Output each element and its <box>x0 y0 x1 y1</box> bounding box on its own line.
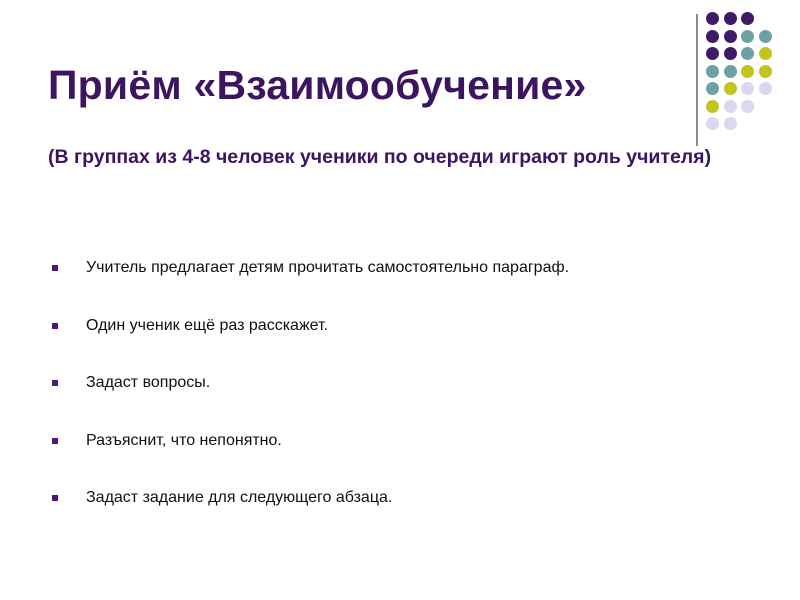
decorative-dot <box>706 117 719 130</box>
bullet-text: Разъяснит, что непонятно. <box>86 431 282 449</box>
decorative-dot <box>741 12 754 25</box>
decorative-dot <box>759 82 772 95</box>
decorative-dot <box>724 117 737 130</box>
decorative-dot <box>741 65 754 78</box>
bullet-text: Один ученик ещё раз расскажет. <box>86 316 329 334</box>
decorative-dot <box>741 100 754 113</box>
slide-subtitle: (В группах из 4-8 человек ученики по очереди играют роль учителя) <box>48 146 712 168</box>
bullet-square-icon <box>52 438 58 444</box>
decorative-dot <box>741 30 754 43</box>
bullet-text: Учитель предлагает детям прочитать самостоятельно параграф. <box>86 259 570 276</box>
decorative-dot <box>706 100 719 113</box>
decorative-dot <box>741 47 754 60</box>
decorative-dot <box>706 12 719 25</box>
decorative-dot <box>706 65 719 78</box>
bullet-square-icon <box>52 265 58 271</box>
decorative-dot <box>759 30 772 43</box>
decorative-dot <box>741 82 754 95</box>
decorative-dot <box>724 12 737 25</box>
divider-line <box>696 14 698 146</box>
decorative-dot <box>706 82 719 95</box>
bullet-text: Задаст задание для следующего абзаца. <box>86 489 393 506</box>
decorative-dot <box>724 65 737 78</box>
decorative-dot <box>724 82 737 95</box>
decorative-dot <box>759 47 772 60</box>
bullet-square-icon <box>52 495 58 501</box>
decorative-dot <box>706 47 719 60</box>
decorative-dot <box>724 100 737 113</box>
slide-title: Приём «Взаимообучение» <box>48 62 587 108</box>
decorative-dot <box>759 65 772 78</box>
decorative-dot <box>724 47 737 60</box>
bullet-text: Задаст вопросы. <box>86 374 211 391</box>
bullet-square-icon <box>52 380 58 386</box>
decorative-dot <box>724 30 737 43</box>
bullet-square-icon <box>52 323 58 329</box>
decorative-dot <box>706 30 719 43</box>
